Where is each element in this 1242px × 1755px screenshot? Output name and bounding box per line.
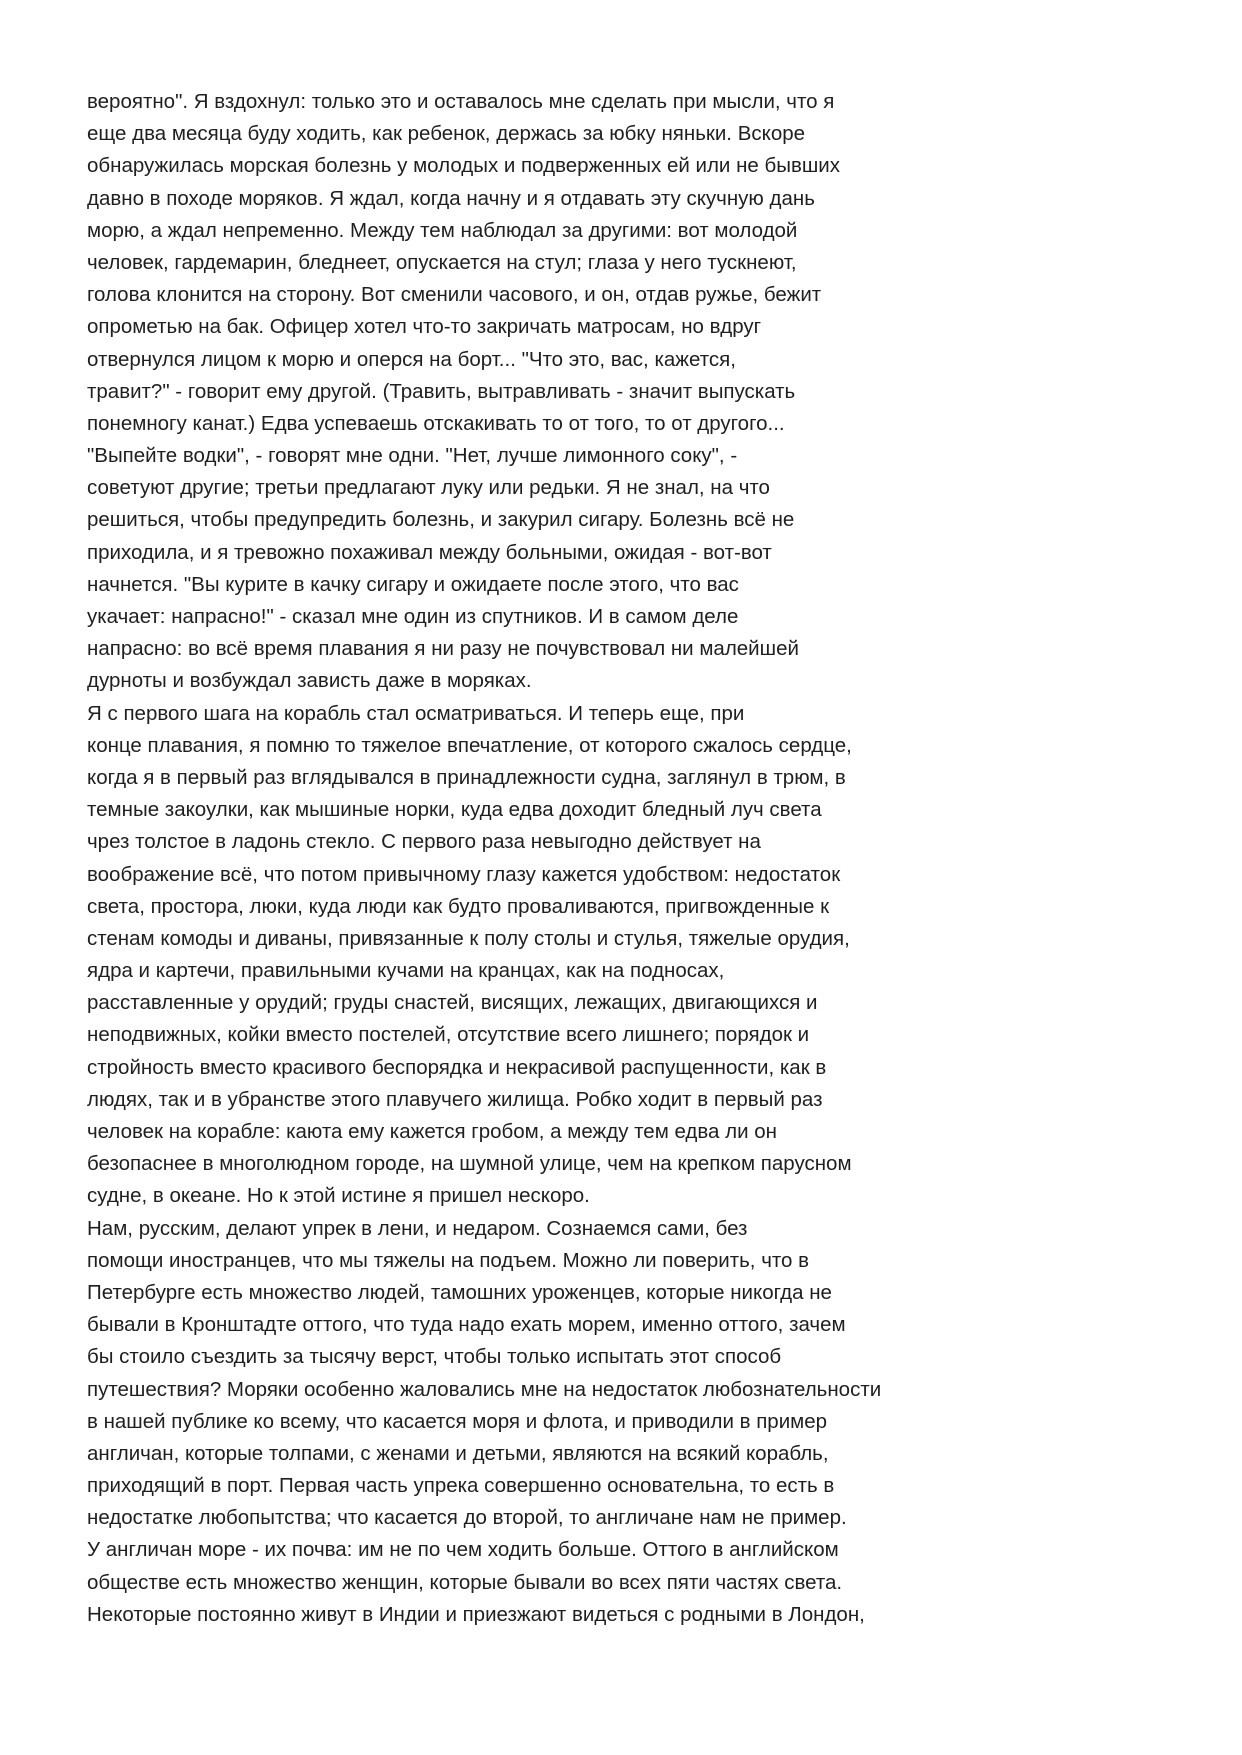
text-line: укачает: напрасно!" - сказал мне один из спутников. И в самом деле <box>87 605 739 628</box>
text-line: расставленные у орудий; груды снастей, висящих, лежащих, двигающихся и <box>87 991 818 1015</box>
text-line: травит?" - говорит ему другой. (Травить, вытравливать - значит выпускать <box>87 379 796 403</box>
text-line: давно в походе моряков. Я ждал, когда начну и я отдавать эту скучную дань <box>87 186 815 210</box>
text-line: темные закоулки, как мышиные норки, куда едва доходит бледный луч света <box>87 798 822 822</box>
text-line: понемногу канат.) Едва успеваешь отскакивать то от того, то от другого... <box>87 411 785 435</box>
text-line: обнаружилась морская болезнь у молодых и подверженных ей или не бывших <box>87 154 841 178</box>
text-line: англичан, которые толпами, с женами и детьми, являются на всякий корабль, <box>87 1441 829 1465</box>
text-line: стройность вместо красивого беспорядка и некрасивой распущенности, как в <box>87 1055 827 1079</box>
text-line: Нам, русским, делают упрек в лени, и недаром. Сознаемся сами, без <box>87 1216 748 1240</box>
text-line: в нашей публике ко всему, что касается моря и флота, и приводили в пример <box>87 1409 828 1433</box>
text-line: бывали в Кронштадте оттого, что туда надо ехать морем, именно оттого, зачем <box>87 1313 846 1337</box>
text-line: воображение всё, что потом привычному глазу кажется удобством: недостаток <box>87 862 841 886</box>
text-line: дурноты и возбуждал зависть даже в моряках. <box>87 669 532 693</box>
text-line: голова клонится на сторону. Вот сменили часового, и он, отдав ружье, бежит <box>87 283 822 307</box>
text-line: Петербурге есть множество людей, тамошних уроженцев, которые никогда не <box>87 1280 832 1304</box>
text-line: "Выпейте водки", - говорят мне одни. "Нет, лучше лимонного соку", - <box>87 444 738 468</box>
text-line: когда я в первый раз вглядывался в принадлежности судна, заглянул в трюм, в <box>87 765 846 789</box>
text-line: Я с первого шага на корабль стал осматриваться. И теперь еще, при <box>87 701 745 725</box>
text-line: конце плавания, я помню то тяжелое впечатление, от которого сжалось сердце, <box>87 733 852 757</box>
text-line: чрез толстое в ладонь стекло. С первого раза невыгодно действует на <box>87 830 761 854</box>
text-line: обществе есть множество женщин, которые бывали во всех пяти частях света. <box>87 1570 843 1594</box>
text-line: опрометью на бак. Офицер хотел что-то закричать матросам, но вдруг <box>87 315 762 339</box>
text-line: стенам комоды и диваны, привязанные к полу столы и стулья, тяжелые орудия, <box>87 926 850 950</box>
text-line: советуют другие; третьи предлагают луку или редьки. Я не знал, на что <box>87 476 770 500</box>
text-line: морю, а ждал непременно. Между тем наблюдал за другими: вот молодой <box>87 218 798 242</box>
text-line: Некоторые постоянно живут в Индии и приезжают видеться с родными в Лондон, <box>87 1602 865 1626</box>
text-line: людях, так и в убранстве этого плавучего жилища. Робко ходит в первый раз <box>87 1087 823 1111</box>
text-line: еще два месяца буду ходить, как ребенок, держась за юбку няньки. Вскоре <box>87 122 806 146</box>
body-text <box>87 86 1167 1631</box>
text-line: помощи иностранцев, что мы тяжелы на подъем. Можно ли поверить, что в <box>87 1248 810 1272</box>
text-line: судне, в океане. Но к этой истине я пришел нескоро. <box>87 1184 590 1208</box>
text-line: решиться, чтобы предупредить болезнь, и закурил сигару. Болезнь всё не <box>87 508 795 532</box>
text-line: приходила, и я тревожно похаживал между больными, ожидая - вот-вот <box>87 540 772 564</box>
text-line: приходящий в порт. Первая часть упрека совершенно основательна, то есть в <box>87 1474 835 1498</box>
text-line: света, простора, люки, куда люди как будто проваливаются, пригвожденные к <box>87 894 830 918</box>
text-line: отвернулся лицом к морю и оперся на борт... "Что это, вас, кажется, <box>87 347 736 371</box>
text-line: неподвижных, койки вместо постелей, отсутствие всего лишнего; порядок и <box>87 1023 810 1047</box>
text-line: вероятно". Я вздохнул: только это и оставалось мне сделать при мысли, что я <box>87 90 835 113</box>
text-line: начнется. "Вы курите в качку сигару и ожидаете после этого, что вас <box>87 572 739 596</box>
text-line: человек, гардемарин, бледнеет, опускается на стул; глаза у него тускнеют, <box>87 250 797 274</box>
text-line: напрасно: во всё время плавания я ни разу не почувствовал ни малейшей <box>87 637 799 661</box>
text-line: бы стоило съездить за тысячу верст, чтобы только испытать этот способ <box>87 1345 782 1369</box>
text-line: недостатке любопытства; что касается до второй, то англичане нам не пример. <box>87 1506 847 1530</box>
text-line: путешествия? Моряки особенно жаловались мне на недостаток любознательности <box>87 1377 882 1401</box>
text-line: У англичан море - их почва: им не по чем ходить больше. Оттого в английском <box>87 1538 839 1562</box>
text-line: безопаснее в многолюдном городе, на шумной улице, чем на крепком парусном <box>87 1152 852 1176</box>
text-line: человек на корабле: каюта ему кажется гробом, а между тем едва ли он <box>87 1120 777 1143</box>
text-line: ядра и картечи, правильными кучами на кранцах, как на подносах, <box>87 959 725 983</box>
